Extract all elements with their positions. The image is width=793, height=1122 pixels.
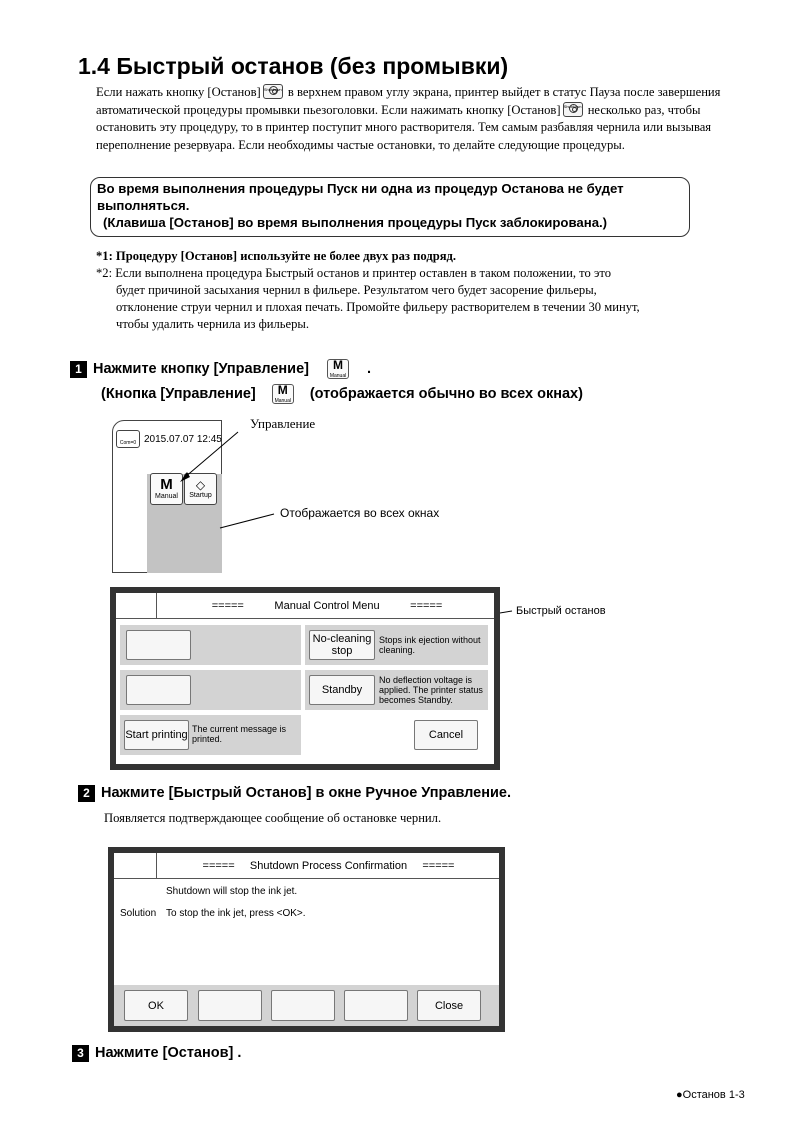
blank-button-1[interactable]	[126, 630, 191, 660]
ok-button[interactable]: OK	[124, 990, 188, 1021]
comm-icon: Com=0	[116, 430, 140, 448]
start-printing-desc: The current message is printed.	[192, 724, 287, 744]
note-2-line3: отклонение струи чернил и плохая печать. Промойте фильеру растворителем в течении 30 минут,	[116, 300, 640, 314]
page-footer: ●Останов 1-3	[676, 1089, 745, 1101]
step-number: 3	[72, 1045, 89, 1062]
step-1-sub-tail: (отображается обычно во всех окнах)	[309, 386, 583, 402]
intro-part3: несколько раз, чтобы остановить эту процедуру, то в принтер поступит много растворителя. Тем самым разбавляя чернила или вызывая переполнение резервуара. Если необходимы частые остановки, то делайте следующие процедуры.	[96, 102, 712, 152]
startup-icon: ◇	[195, 478, 206, 492]
step-2-sub: Появляется подтверждающее сообщение об остановке чернил.	[104, 811, 442, 825]
blank-button-2[interactable]	[126, 675, 191, 705]
step-number: 2	[78, 785, 95, 802]
note-2-line2: будет причиной засыхания чернил в фильере. Результатом чего будет засорение фильеры,	[116, 283, 597, 297]
step-1-sub-lead: (Кнопка [Управление]	[101, 386, 256, 402]
manual-button[interactable]: M Manual	[150, 473, 183, 505]
step-1-dot: .	[367, 361, 372, 377]
step-2	[78, 785, 511, 802]
step-3	[72, 1045, 241, 1062]
callout-quick-stop: Быстрый останов	[516, 605, 606, 617]
manual-key-icon: M Manual	[272, 384, 294, 404]
cancel-button[interactable]: Cancel	[414, 720, 478, 750]
solution-label: Solution	[120, 908, 157, 919]
start-printing-button[interactable]: Start printing	[124, 720, 189, 750]
callout-manual: Управление	[250, 416, 316, 431]
standby-button[interactable]: Standby	[309, 675, 375, 705]
warning-line2: (Клавиша [Останов] во время выполнения процедуры Пуск заблокирована.)	[103, 215, 608, 230]
blank-button-3[interactable]	[198, 990, 262, 1021]
page-title: 1.4 Быстрый останов (без промывки)	[78, 53, 509, 79]
shutdown-key-icon: Shutdown	[563, 102, 583, 117]
close-button[interactable]: Close	[417, 990, 481, 1021]
callout-all-windows: Отображается во всех окнах	[280, 506, 440, 520]
shutdown-key-icon: Shutdown	[263, 84, 283, 99]
step-2-text: Нажмите [Быстрый Останов] в окне Ручное Управление.	[101, 785, 512, 801]
intro-part2: в верхнем правом углу экрана, принтер выйдет в статус Пауза после завершения автоматической процедуры промывки пьезоголовки. Если нажимать кнопку [Останов]	[96, 85, 721, 117]
manual-key-icon: M Manual	[327, 359, 349, 379]
menu-header: ===== Manual Control Menu =====	[116, 593, 494, 619]
note-2-lead: *2: Если выполнена процедура Быстрый останов и принтер оставлен в таком положении, то это	[96, 266, 611, 280]
confirm-header: ===== Shutdown Process Confirmation =====	[114, 853, 499, 879]
note-1: *1: Процедуру [Останов] используйте не более двух раз подряд.	[96, 249, 457, 263]
manual-control-menu-panel	[110, 587, 500, 770]
startup-button[interactable]: ◇ Startup	[184, 473, 217, 505]
warning-line1: Во время выполнения процедуры Пуск ни одна из процедур Останова не будет выполняться.	[97, 181, 624, 213]
blank-button-4[interactable]	[271, 990, 335, 1021]
confirm-message: Shutdown will stop the ink jet.	[166, 886, 298, 897]
step-1-text: Нажмите кнопку [Управление]	[93, 361, 309, 377]
intro-part1: Если нажать кнопку [Останов]	[96, 85, 261, 99]
note-2-line4: чтобы удалить чернила из фильеры.	[116, 317, 310, 331]
no-cleaning-stop-button[interactable]: No-cleaning stop	[309, 630, 375, 660]
standby-desc: No deflection voltage is applied. The printer status becomes Standby.	[379, 675, 483, 705]
blank-button-5[interactable]	[344, 990, 408, 1021]
no-cleaning-desc: Stops ink ejection without cleaning.	[379, 635, 481, 655]
step-number: 1	[70, 361, 87, 378]
shutdown-confirmation-panel	[108, 847, 505, 1032]
datetime: 2015.07.07 12:45	[144, 434, 222, 445]
solution-text: To stop the ink jet, press <OK>.	[166, 908, 306, 919]
step-3-text: Нажмите [Останов] .	[95, 1045, 242, 1061]
